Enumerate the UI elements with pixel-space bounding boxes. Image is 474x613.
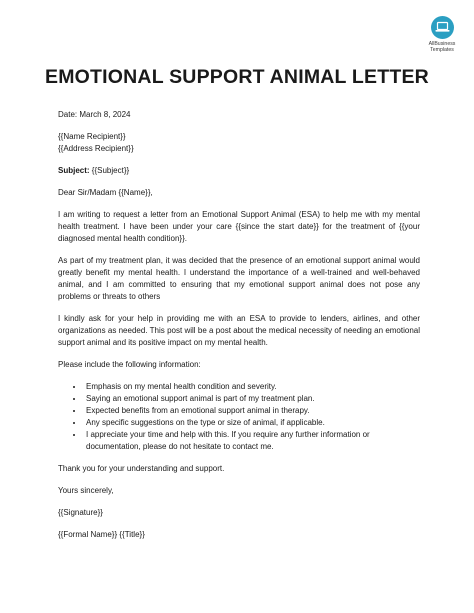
thanks-line: Thank you for your understanding and support.	[58, 464, 225, 473]
logo-text	[422, 41, 462, 53]
paragraph-1: I am writing to request a letter from an Emotional Support Animal (ESA) to help me with my mental health treatment. I have been under your care {{since the start date}} for the treatment of {{your diagnosed mental health condition}}.	[58, 210, 420, 243]
subject-value: {{Subject}}	[89, 166, 130, 175]
list-item: • Any specific suggestions on the type or size of animal, if applicable.	[84, 417, 420, 429]
list-item: • Emphasis on my mental health condition and severity.	[84, 381, 420, 393]
paragraph-2: As part of my treatment plan, it was decided that the presence of an emotional support animal would greatly benefit my mental health. I understand the importance of a well-trained and well-behaved animal, and I am committed to ensuring that my emotional support animal does not pose any problems or threats to others	[58, 256, 420, 301]
signature-placeholder: {{Signature}}	[58, 508, 103, 517]
letter-date: Date: March 8, 2024	[58, 110, 131, 119]
subject-line	[58, 165, 420, 177]
laptop-icon	[431, 16, 454, 39]
list-item: • I appreciate your time and help with this. If you require any further information or documentation, please do not hesitate to contact me.	[84, 429, 420, 453]
list-intro: Please include the following information:	[58, 360, 201, 369]
closing-line: Yours sincerely,	[58, 486, 114, 495]
list-item: • Saying an emotional support animal is part of my treatment plan.	[84, 393, 420, 405]
subject-label: Subject:	[58, 166, 90, 175]
info-list	[58, 381, 420, 453]
logo-line-2: Templates	[430, 47, 454, 53]
recipient-address: {{Address Recipient}}	[58, 144, 134, 153]
document-title: EMOTIONAL SUPPORT ANIMAL LETTER	[45, 66, 429, 88]
paragraph-3: I kindly ask for your help in providing me with an ESA to provide to lenders, airlines, and other organizations as needed. This post will be a post about the medical necessity of needing an emotional support animal and its positive impact on my mental health.	[58, 314, 420, 347]
list-item: • Expected benefits from an emotional support animal in therapy.	[84, 405, 420, 417]
company-logo	[422, 16, 462, 53]
formal-name-placeholder: {{Formal Name}} {{Title}}	[58, 530, 145, 539]
recipient-name: {{Name Recipient}}	[58, 132, 126, 141]
logo-line-1: AllBusiness	[428, 41, 456, 47]
salutation: Dear Sir/Madam {{Name}},	[58, 188, 153, 197]
letter-body	[58, 109, 420, 551]
recipient-block	[58, 131, 420, 155]
